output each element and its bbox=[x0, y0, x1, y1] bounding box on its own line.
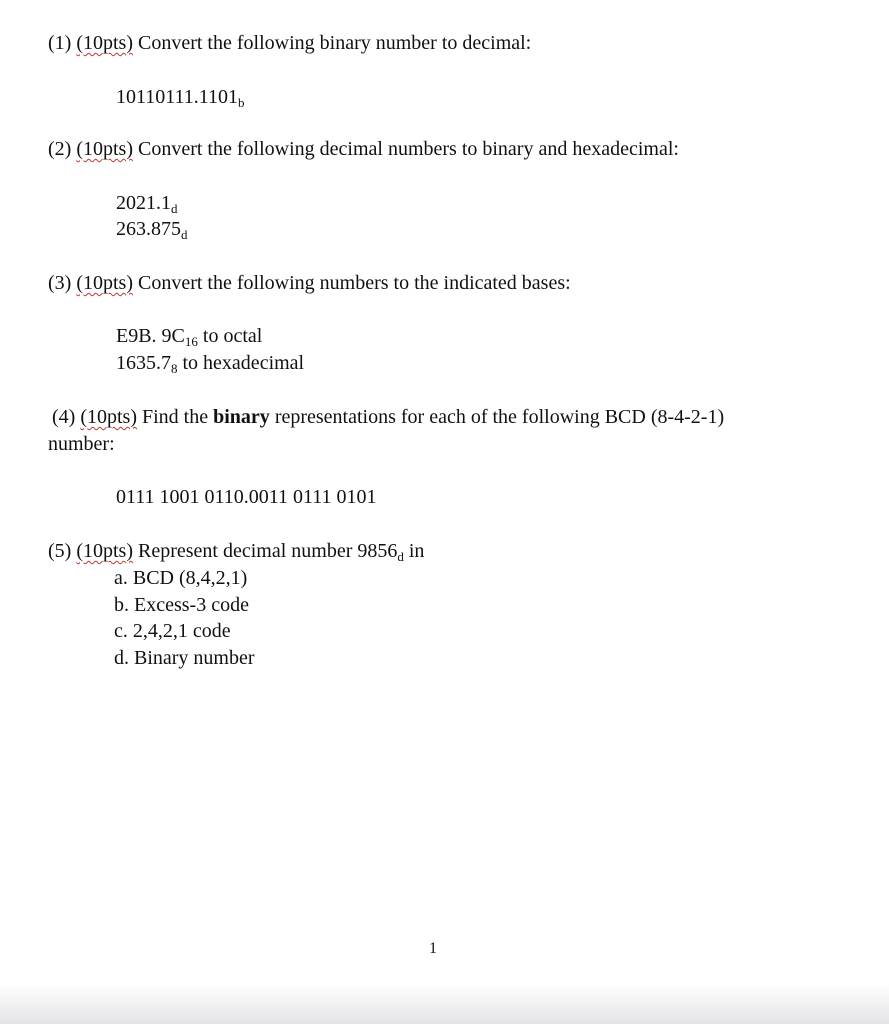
question-4-number: (4) bbox=[52, 406, 76, 428]
question-4-prompt: Find the binary representations for each of the following BCD (8-4-2-1) bbox=[142, 406, 725, 428]
question-4-emphasis: binary bbox=[213, 406, 270, 428]
question-5-option-d: d. Binary number bbox=[114, 647, 255, 669]
question-1-item-1 bbox=[116, 85, 245, 109]
question-5-heading bbox=[48, 539, 424, 563]
question-2-heading bbox=[48, 137, 679, 161]
q1-item-1-value: 10110111.1101 bbox=[116, 86, 239, 108]
question-4-item-1: 0111 1001 0110.0011 0111 0101 bbox=[116, 486, 377, 508]
page-bottom-shadow bbox=[0, 984, 889, 1024]
q3-item-2-target: to hexadecimal bbox=[177, 352, 305, 374]
question-5-points: (10pts) bbox=[76, 540, 133, 562]
question-4-points: (10pts) bbox=[80, 406, 137, 428]
question-3-number: (3) bbox=[48, 272, 72, 294]
question-2-item-1 bbox=[116, 191, 178, 215]
question-5-option-a: a. BCD (8,4,2,1) bbox=[114, 567, 248, 589]
question-4-heading-line-2: number: bbox=[48, 433, 115, 455]
question-3-heading bbox=[48, 271, 571, 295]
q3-item-2-base: 8 bbox=[171, 361, 178, 376]
question-2-prompt: Convert the following decimal numbers to binary and hexadecimal: bbox=[138, 138, 679, 160]
q2-item-2-value: 263.875 bbox=[116, 218, 181, 240]
question-5-option-c: c. 2,4,2,1 code bbox=[114, 620, 231, 642]
question-3-item-1 bbox=[116, 324, 262, 348]
page-number: 1 bbox=[429, 940, 437, 957]
question-4-heading bbox=[52, 405, 724, 429]
question-2-number: (2) bbox=[48, 138, 72, 160]
question-1-number: (1) bbox=[48, 32, 72, 54]
q3-item-2-value: 1635.7 bbox=[116, 352, 171, 374]
question-1-points: (10pts) bbox=[76, 32, 133, 54]
question-1-heading bbox=[48, 31, 531, 55]
q1-item-1-base: b bbox=[238, 95, 245, 110]
question-5-number: (5) bbox=[48, 540, 72, 562]
question-5-option-b: b. Excess-3 code bbox=[114, 594, 249, 616]
question-3-prompt: Convert the following numbers to the indicated bases: bbox=[138, 272, 571, 294]
q3-item-1-value: E9B. 9C bbox=[116, 325, 185, 347]
question-3-points: (10pts) bbox=[76, 272, 133, 294]
q3-item-1-base: 16 bbox=[184, 334, 198, 349]
q3-item-1-target: to octal bbox=[197, 325, 263, 347]
question-3-item-2 bbox=[116, 351, 304, 375]
q2-item-1-base: d bbox=[171, 201, 178, 216]
q2-item-2-base: d bbox=[181, 227, 188, 242]
question-5-prompt: Represent decimal number $9856_d$ in bbox=[138, 540, 425, 564]
question-1-prompt: Convert the following binary number to decimal: bbox=[138, 32, 532, 54]
question-2-points: (10pts) bbox=[76, 138, 133, 160]
q2-item-1-value: 2021.1 bbox=[116, 192, 171, 214]
question-2-item-2 bbox=[116, 217, 188, 241]
